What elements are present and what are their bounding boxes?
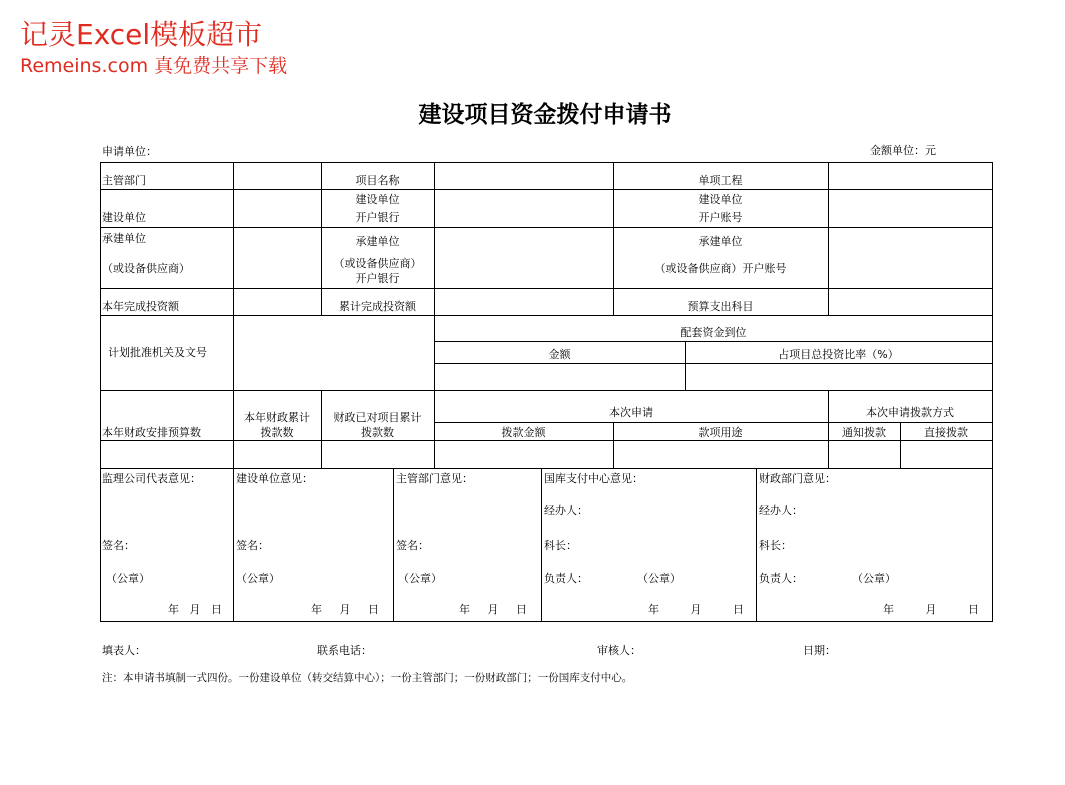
treasury-opinion-title: 国库支付中心意见： bbox=[544, 472, 643, 485]
treasury-date-label: 年 月 日 bbox=[648, 603, 744, 616]
supervisor-seal-label: （公章） bbox=[106, 572, 150, 585]
annual-cum-label-2: 拨款数 bbox=[260, 426, 294, 439]
dept-sign-label: 签名： bbox=[396, 539, 429, 552]
fin-cum-label-1: 财政已对项目累计 bbox=[333, 411, 422, 424]
notify-pay-label: 通知拨款 bbox=[842, 426, 886, 439]
cumulative-complete-label: 累计完成投资额 bbox=[339, 300, 416, 313]
build-unit-account-label-2: 开户账号 bbox=[698, 211, 743, 224]
treasury-chief-label: 科长： bbox=[544, 539, 577, 552]
pay-amount-label: 拨款金额 bbox=[501, 426, 546, 439]
build-unit-account-label-1: 建设单位 bbox=[698, 193, 743, 206]
treasury-head-label: 负责人： bbox=[544, 572, 588, 585]
build-unit-label: 建设单位 bbox=[102, 211, 146, 224]
build-unit-date-label: 年 月 日 bbox=[311, 603, 379, 616]
dept-opinion-title: 主管部门意见： bbox=[396, 472, 473, 485]
finance-handler-label: 经办人： bbox=[759, 504, 803, 517]
reviewer-label: 审核人： bbox=[597, 644, 641, 657]
finance-head-label: 负责人： bbox=[759, 572, 803, 585]
build-unit-bank-label-2: 开户银行 bbox=[355, 211, 400, 224]
phone-label: 联系电话： bbox=[317, 644, 372, 657]
watermark-subtitle: Remeins.com 真免费共享下载 bbox=[20, 55, 288, 77]
watermark-title: 记灵Excel模板超市 bbox=[20, 18, 263, 51]
dept-date-label: 年 月 日 bbox=[459, 603, 527, 616]
matching-funds-label: 配套资金到位 bbox=[680, 326, 747, 339]
filler-label: 填表人： bbox=[102, 644, 146, 657]
project-name-label: 项目名称 bbox=[355, 174, 400, 187]
fin-cum-label-2: 拨款数 bbox=[361, 426, 394, 439]
treasury-handler-label: 经办人： bbox=[544, 504, 588, 517]
fund-usage-label: 款项用途 bbox=[698, 426, 743, 439]
amount-unit-label: 金额单位：元 bbox=[870, 144, 936, 157]
finance-chief-label: 科长： bbox=[759, 539, 792, 552]
applicant-label: 申请单位： bbox=[102, 145, 157, 158]
contractor-bank-label-2: （或设备供应商） bbox=[333, 257, 422, 270]
build-unit-bank-label-1: 建设单位 bbox=[355, 193, 400, 206]
finance-opinion-title: 财政部门意见： bbox=[759, 472, 836, 485]
annual-cum-label-1: 本年财政累计 bbox=[244, 411, 310, 424]
ratio-label: 占项目总投资比率（%） bbox=[778, 348, 899, 361]
single-project-label: 单项工程 bbox=[698, 174, 743, 187]
plan-approval-label: 计划批准机关及文号 bbox=[108, 346, 207, 359]
build-unit-seal-label: （公章） bbox=[236, 572, 280, 585]
annual-budget-label: 本年财政安排预算数 bbox=[102, 426, 201, 439]
note-text: 注：本申请书填制一式四份。一份建设单位（转交结算中心）；一份主管部门；一份财政部门；一份国库支付中心。 bbox=[102, 672, 633, 684]
finance-date-label: 年 月 日 bbox=[883, 603, 979, 616]
contractor-label: 承建单位 bbox=[102, 232, 146, 245]
dept-label: 主管部门 bbox=[102, 174, 146, 187]
this-application-label: 本次申请 bbox=[609, 406, 653, 419]
direct-pay-label: 直接拨款 bbox=[924, 426, 968, 439]
supplier-label: （或设备供应商） bbox=[102, 262, 190, 275]
dept-seal-label: （公章） bbox=[398, 572, 442, 585]
contractor-bank-label-1: 承建单位 bbox=[355, 235, 400, 248]
treasury-seal-label: （公章） bbox=[637, 572, 681, 585]
contractor-account-label-2: （或设备供应商）开户账号 bbox=[654, 262, 787, 275]
contractor-account-label-1: 承建单位 bbox=[698, 235, 743, 248]
build-unit-sign-label: 签名： bbox=[236, 539, 269, 552]
page-title: 建设项目资金拨付申请书 bbox=[418, 101, 672, 128]
budget-subject-label: 预算支出科目 bbox=[687, 300, 754, 313]
amount-label: 金额 bbox=[548, 348, 571, 361]
supervisor-opinion-title: 监理公司代表意见： bbox=[102, 472, 201, 485]
date-label: 日期： bbox=[803, 644, 836, 657]
build-unit-opinion-title: 建设单位意见： bbox=[236, 472, 313, 485]
supervisor-date-label: 年 月 日 bbox=[168, 603, 222, 616]
supervisor-sign-label: 签名： bbox=[102, 539, 135, 552]
pay-method-label: 本次申请拨款方式 bbox=[866, 406, 954, 419]
finance-seal-label: （公章） bbox=[852, 572, 896, 585]
contractor-bank-label-3: 开户银行 bbox=[355, 272, 400, 285]
annual-complete-label: 本年完成投资额 bbox=[102, 300, 179, 313]
